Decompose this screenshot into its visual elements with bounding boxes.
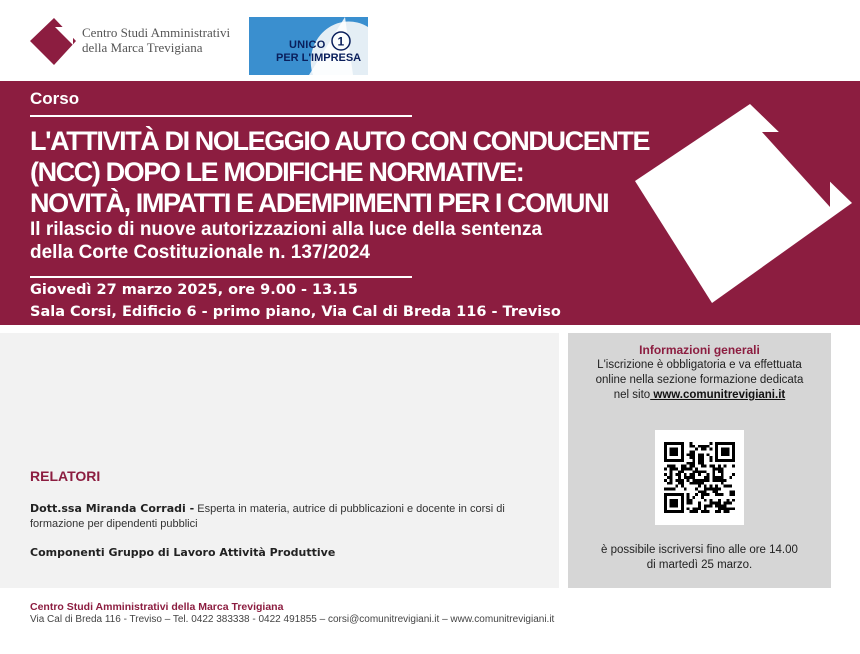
info-heading: Informazioni generali — [639, 343, 760, 357]
info-text-line-start: nel sito — [613, 389, 651, 401]
speakers-heading: RELATORI — [30, 468, 101, 484]
course-title-line: L'ATTIVITÀ DI NOLEGGIO AUTO CON CONDUCENTE — [30, 126, 650, 156]
speaker-item — [30, 501, 540, 532]
course-subtitle — [30, 218, 630, 264]
course-location: Sala Corsi, Edificio 6 - primo piano, Via Cal di Breda 116 - Treviso — [30, 304, 561, 320]
unico-badge-number: 1 — [337, 34, 345, 49]
website-link[interactable]: www.comunitrevigiani.it — [650, 389, 786, 401]
banner-divider-top — [30, 115, 412, 117]
csa-logo-mark-icon — [30, 18, 78, 68]
unico-logo-line1: UNICO — [289, 39, 326, 51]
deadline-line: di martedì 25 marzo. — [646, 559, 753, 571]
course-title-line: NOVITÀ, IMPATTI E ADEMPIMENTI PER I COMUNI — [30, 188, 609, 218]
course-title — [30, 126, 670, 219]
qr-code-pattern — [664, 442, 735, 513]
speaker-item: Componenti Gruppo di Lavoro Attività Produttive — [30, 546, 336, 559]
info-text-line: online nella sezione formazione dedicata — [595, 374, 804, 386]
info-text-line — [568, 388, 831, 403]
course-label: Corso — [30, 89, 80, 108]
course-date: Giovedì 27 marzo 2025, ore 9.00 - 13.15 — [30, 282, 358, 298]
footer-contacts: Via Cal di Breda 116 - Treviso – Tel. 0422 383338 - 0422 491855 – corsi@comunitrevigiani.it – www.comunitrevigiani.it — [30, 614, 555, 625]
registration-deadline — [568, 543, 831, 573]
course-title-line: (NCC) DOPO LE MODIFICHE NORMATIVE: — [30, 157, 524, 187]
unico-logo-line2: PER L'IMPRESA — [276, 52, 362, 64]
unico-per-impresa-logo — [249, 17, 368, 75]
csa-logo — [30, 18, 245, 68]
info-text-line: L'iscrizione è obbligatoria e va effettuata — [597, 359, 802, 371]
course-subtitle-line: della Corte Costituzionale n. 137/2024 — [30, 242, 370, 263]
csa-logo-line1: Centro Studi Amministrativi — [82, 25, 231, 40]
speaker-description: Esperta in materia, autrice di pubblicazioni e docente in corsi di formazione per dipendenti pubblici — [30, 503, 505, 530]
csa-logo-line2: della Marca Trevigiana — [82, 40, 203, 55]
info-text — [568, 358, 831, 403]
footer-org: Centro Studi Amministrativi della Marca Trevigiana — [30, 601, 284, 613]
csa-logo-text — [82, 25, 230, 55]
speaker-name: Dott.ssa Miranda Corradi - — [30, 502, 195, 515]
speakers-panel — [0, 333, 559, 588]
course-banner — [0, 81, 860, 325]
banner-divider-bottom — [30, 276, 412, 278]
info-panel — [568, 333, 831, 588]
course-subtitle-line: Il rilascio di nuove autorizzazioni alla luce della sentenza — [30, 219, 543, 240]
qr-code-icon[interactable] — [655, 430, 744, 525]
deadline-line: è possibile iscriversi fino alle ore 14.00 — [601, 544, 798, 556]
